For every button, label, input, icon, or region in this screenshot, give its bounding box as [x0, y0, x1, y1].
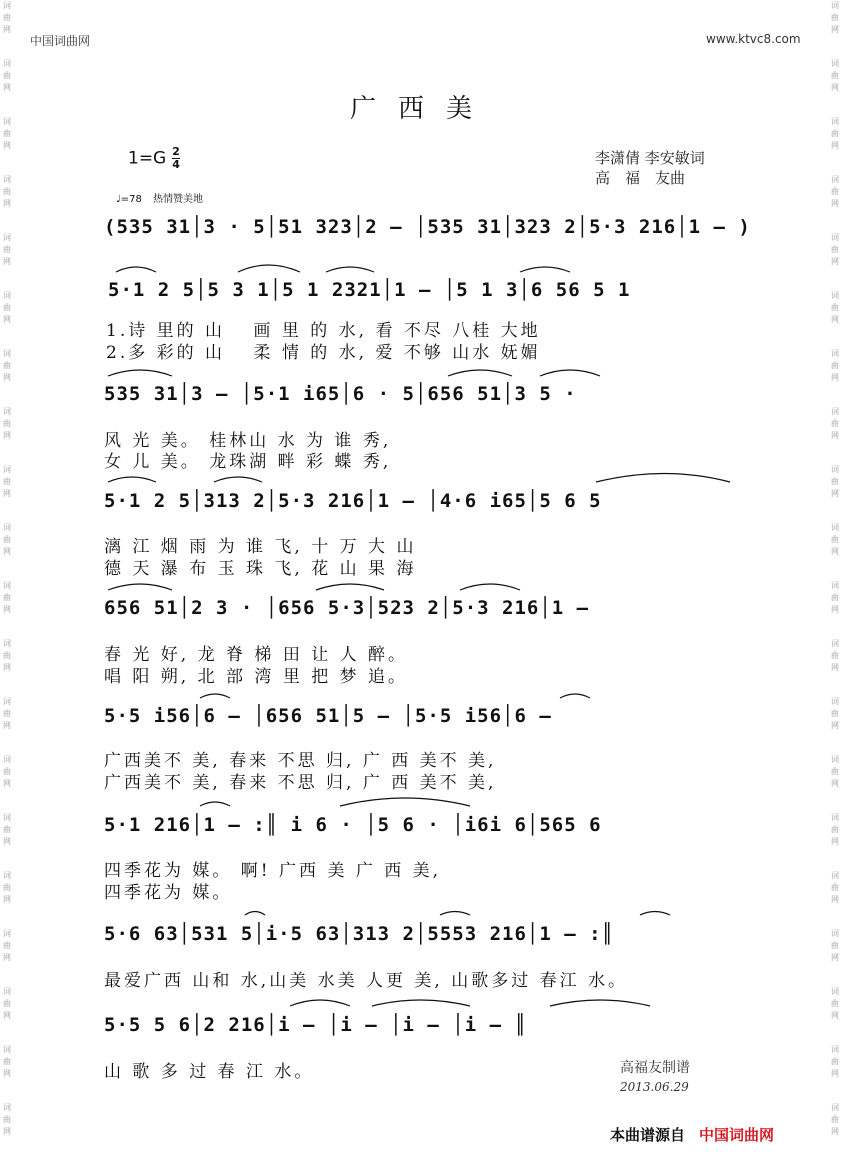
site-url-right: www.ktvc8.com [706, 32, 801, 46]
time-signature-bottom: 4 [172, 158, 180, 171]
slur-arc [200, 694, 230, 698]
key-label: 1=G [128, 148, 167, 169]
page-title: 广西美 [350, 94, 495, 124]
slur-arc [596, 474, 730, 483]
left-watermark-strip: 词曲网 词曲网 词曲网 词曲网 词曲网 词曲网 词曲网 词曲网 词曲网 词曲网 词曲网 词曲网 词曲网 词曲网 词曲网 词曲网 词曲网 词曲网 词曲网 词曲网 [3, 1, 11, 1136]
arranger-signature: 高福友制谱 [620, 1060, 690, 1076]
time-signature-top: 2 [172, 145, 180, 158]
score-row-8: 5·6 63│531 5│i·5 63│313 2│5553 216│1 – :║ [104, 923, 614, 945]
slur-arc [326, 267, 374, 272]
slur-arc [245, 912, 265, 916]
lyric-line: 广西美不 美, 春来 不思 归, 广 西 美不 美, [104, 773, 497, 793]
lyric-line: 春 光 好, 龙 脊 梯 田 让 人 醉。 [104, 645, 409, 665]
right-watermark-strip: 词曲网 词曲网 词曲网 词曲网 词曲网 词曲网 词曲网 词曲网 词曲网 词曲网 词曲网 词曲网 词曲网 词曲网 词曲网 词曲网 词曲网 词曲网 词曲网 词曲网 [831, 1, 839, 1136]
lyric-line: 漓 江 烟 雨 为 谁 飞, 十 万 大 山 [104, 537, 417, 557]
source-label: 本曲谱源自 [610, 1126, 686, 1144]
lyric-line: 唱 阳 朔, 北 部 湾 里 把 梦 追。 [104, 667, 409, 687]
slur-arc [372, 1000, 470, 1006]
slur-arc [116, 267, 156, 272]
slur-arc [290, 1000, 350, 1006]
lyricists: 李潇倩 李安敏词 [595, 149, 705, 167]
lyric-line: 最爱广西 山和 水,山美 水美 人更 美, 山歌多过 春江 水。 [104, 971, 629, 991]
slur-arc [200, 802, 230, 806]
lyric-line: 女 儿 美。 龙珠湖 畔 彩 蝶 秀, [104, 452, 392, 472]
score-row-4: 5·1 2 5│313 2│5·3 216│1 – │4·6 i65│5 6 5 [104, 490, 602, 512]
slur-arc [640, 912, 670, 916]
lyric-line: 1.诗 里的 山 画 里 的 水, 看 不尽 八桂 大地 [106, 321, 541, 341]
slur-arc [214, 477, 262, 482]
lyric-line: 四季花为 媒。 啊! 广西 美 广 西 美, [104, 861, 442, 881]
slur-arc [108, 584, 172, 590]
lyric-line: 2.多 彩的 山 柔 情 的 水, 爱 不够 山水 妩媚 [106, 343, 541, 363]
arrangement-date: 2013.06.29 [620, 1080, 689, 1094]
slur-arc [440, 912, 470, 916]
lyric-line: 四季花为 媒。 [104, 883, 233, 903]
slur-arc [520, 267, 570, 272]
source-credit [610, 1124, 774, 1145]
score-row-9: 5·5 5 6│2 216│i – │i – │i – │i – ║ [104, 1014, 527, 1036]
slur-arc [108, 370, 172, 376]
lyric-line: 山 歌 多 过 春 江 水。 [104, 1062, 315, 1082]
score-row-2: 5·1 2 5│5 3 1│5 1 2321│1 – │5 1 3│6 56 5 1 [108, 279, 631, 301]
slur-arc [550, 1000, 650, 1006]
tempo-mark: ♩=78 [116, 194, 142, 205]
slur-arc [560, 694, 590, 698]
score-row-3: 535 31│3 – │5·1 i65│6 · 5│656 51│3 5 · [104, 383, 577, 405]
score-row-6: 5·5 i56│6 – │656 51│5 – │5·5 i56│6 – [104, 705, 552, 727]
site-name-left: 中国词曲网 [30, 34, 91, 48]
slur-arc [340, 798, 470, 806]
source-site-link[interactable]: 中国词曲网 [699, 1126, 775, 1144]
lyric-line: 德 天 瀑 布 玉 珠 飞, 花 山 果 海 [104, 559, 417, 579]
composer: 高 福 友曲 [595, 169, 686, 187]
slur-arc [316, 584, 384, 590]
slur-arc [108, 477, 156, 482]
score-row-5: 656 51│2 3 · │656 5·3│523 2│5·3 216│1 – [104, 597, 590, 619]
lyric-line: 风 光 美。 桂林山 水 为 谁 秀, [104, 431, 392, 451]
slur-arc [448, 370, 512, 376]
expression-mark: 热情赞美地 [153, 194, 204, 205]
score-row-intro: (535 31│3 · 5│51 323│2 – │535 31│323 2│5·3 216│1 – ) [104, 216, 751, 238]
slur-arc [460, 584, 520, 590]
lyric-line: 广西美不 美, 春来 不思 归, 广 西 美不 美, [104, 751, 497, 771]
slur-arc [238, 265, 300, 272]
score-row-7: 5·1 216│1 – :║ i 6 · │5 6 · │i6i 6│565 6 [104, 814, 602, 836]
slur-arc [540, 370, 600, 376]
